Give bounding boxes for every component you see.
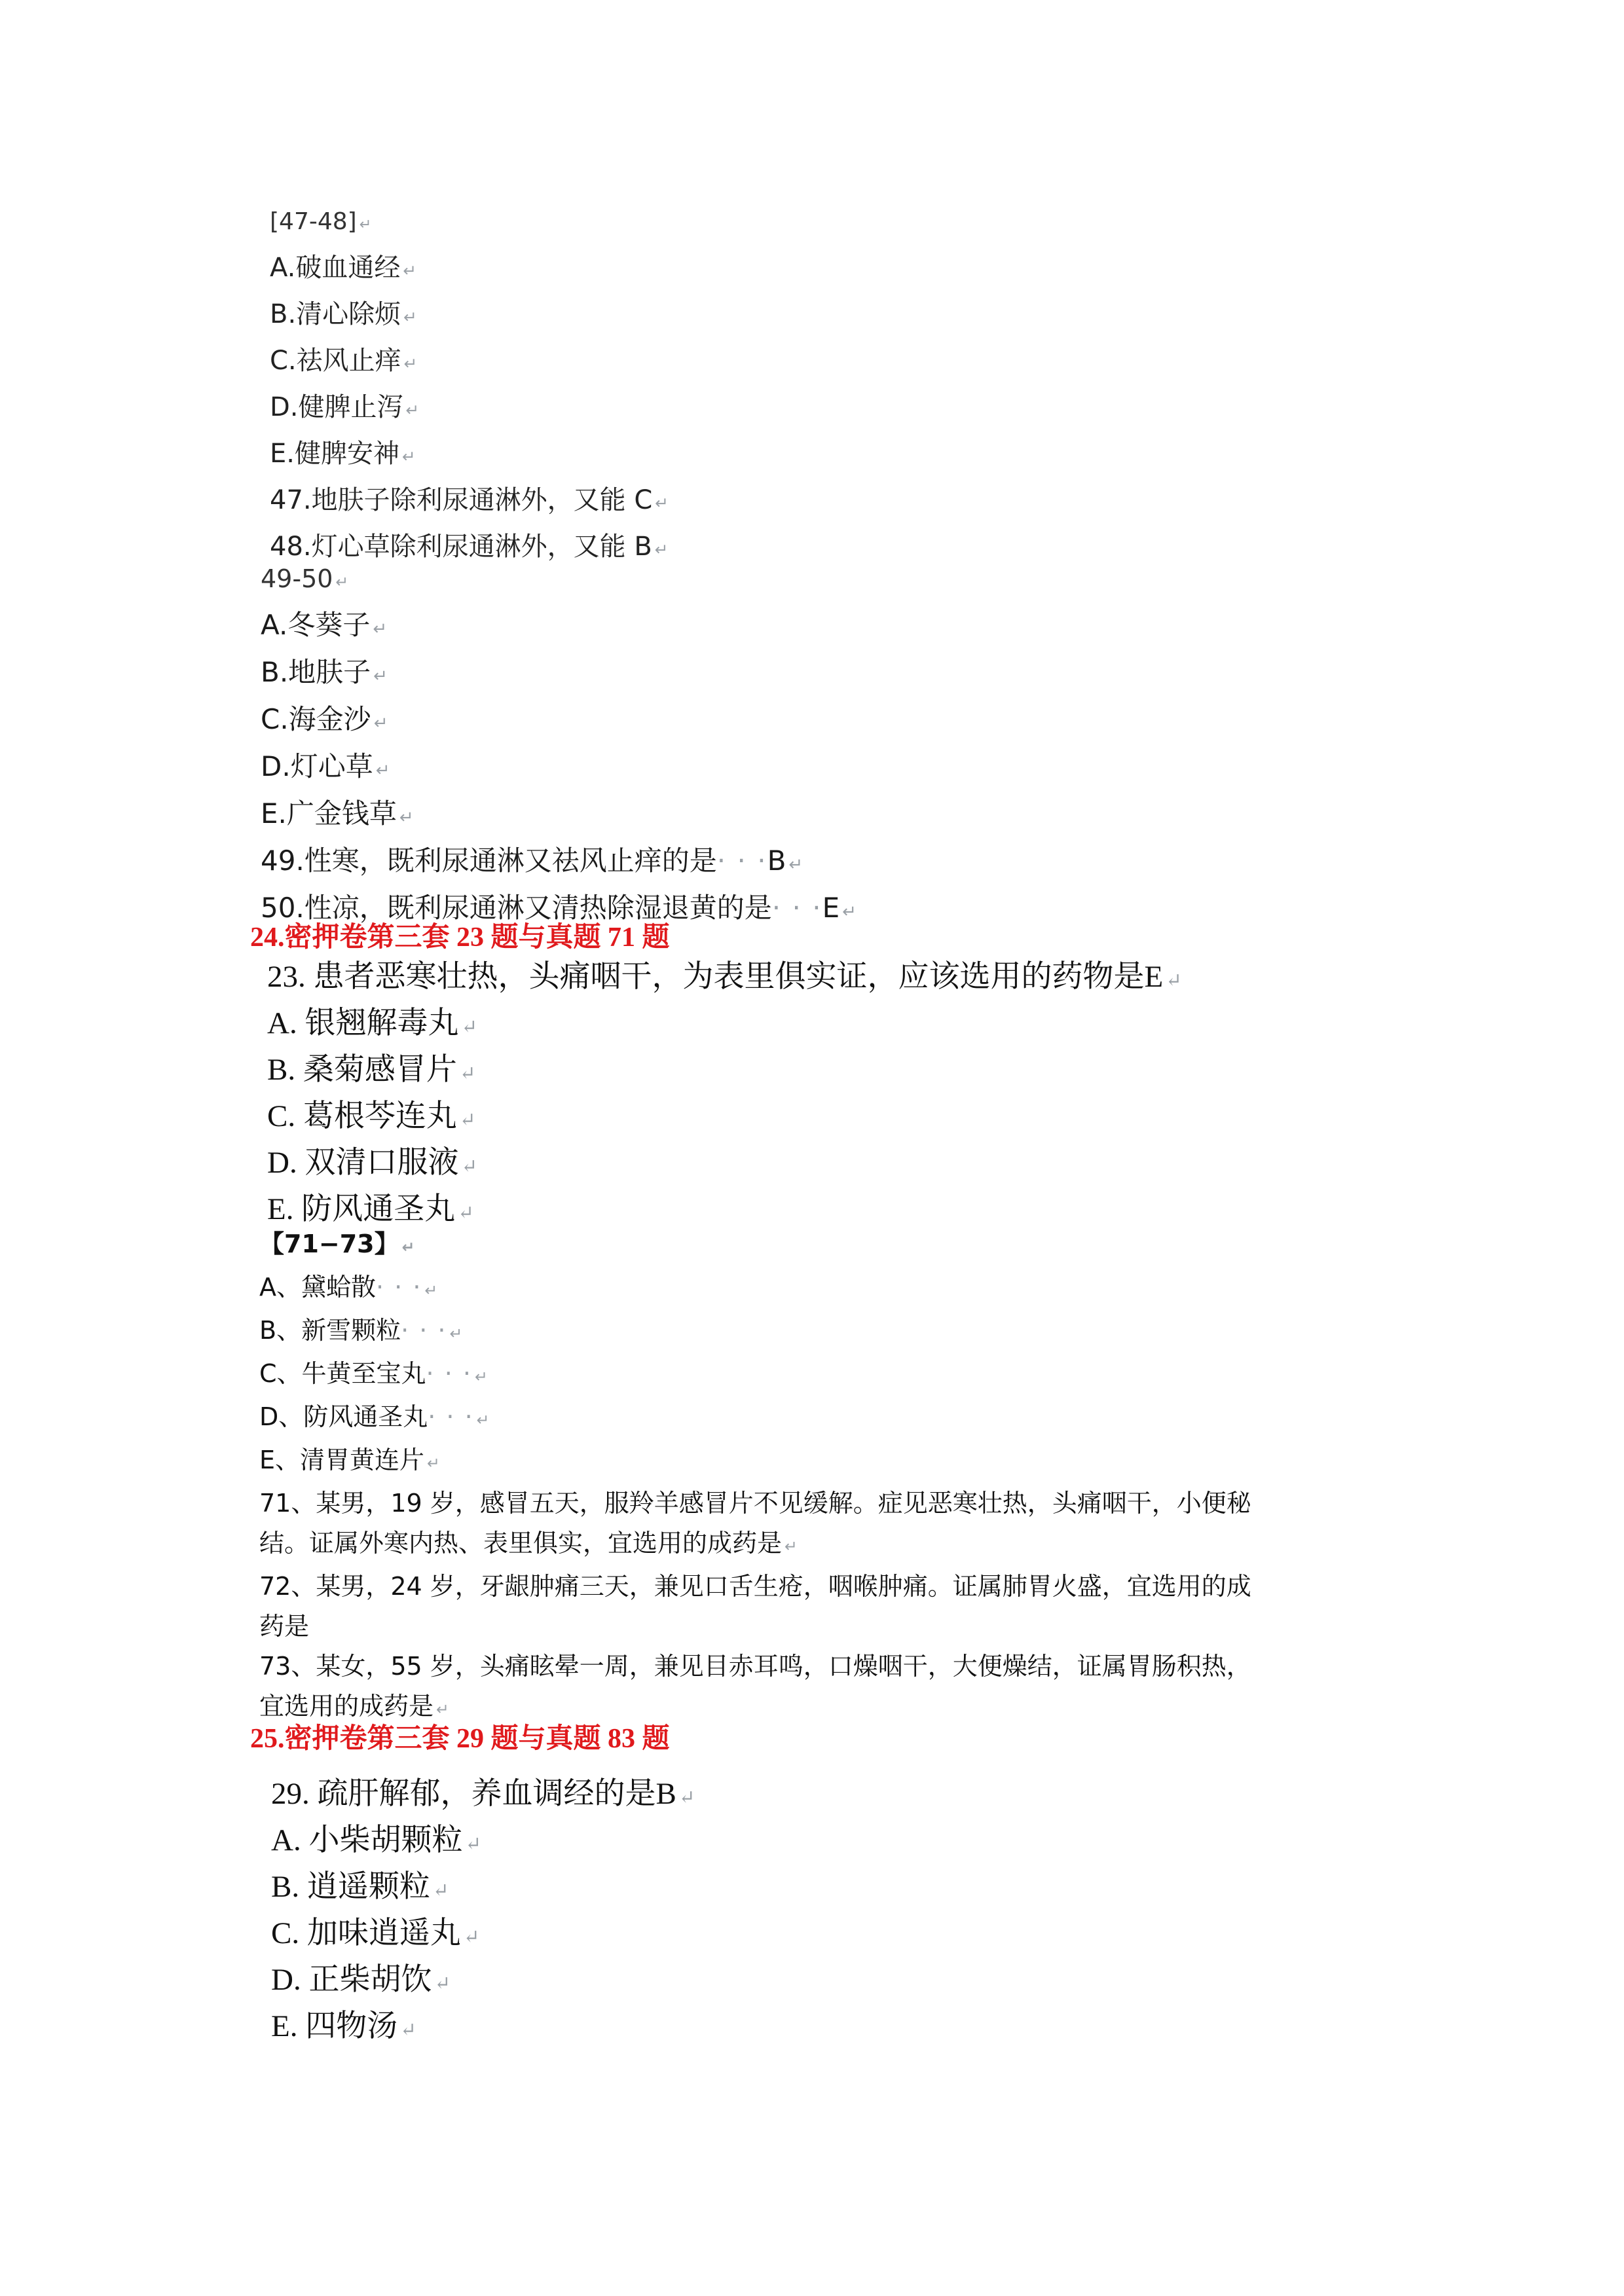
question-47: 47.地肤子除利尿通淋外，又能 C ↵ xyxy=(270,485,669,515)
question-73-line-2: 宜选用的成药是 ↵ xyxy=(259,1692,449,1721)
question-71-line-1: 71、某男，19 岁，感冒五天，服羚羊感冒片不见缓解。症见恶寒壮热，头痛咽干，小便秘 xyxy=(259,1489,1251,1518)
return-mark-icon: ↵ xyxy=(401,1238,415,1256)
return-mark-icon: ↵ xyxy=(373,619,388,639)
return-mark-icon: ↵ xyxy=(476,1411,490,1429)
return-mark-icon: ↵ xyxy=(1166,970,1182,991)
question-72-line-1: 72、某男，24 岁，牙龈肿痛三天，兼见口舌生疮，咽喉肿痛。证属肺胃火盛，宜选用的成 xyxy=(259,1572,1251,1601)
return-mark-icon: ↵ xyxy=(402,447,416,466)
return-mark-icon: ↵ xyxy=(655,494,669,513)
question-72-line-2: 药是 xyxy=(259,1612,310,1641)
section-heading-24: 24.密押卷第三套 23 题与真题 71 题 xyxy=(250,922,670,953)
option-a: A.冬葵子 ↵ xyxy=(261,609,388,641)
return-mark-icon: ↵ xyxy=(427,1454,440,1472)
question-stem: 23. 患者恶寒壮热，头痛咽干，为表里俱实证，应该选用的药物是E ↵ xyxy=(267,960,1182,994)
return-mark-icon: ↵ xyxy=(373,666,388,686)
question-23 xyxy=(267,956,1182,1235)
return-mark-icon: ↵ xyxy=(434,1973,451,1994)
return-mark-icon: ↵ xyxy=(400,2020,416,2041)
option-b: B.地肤子 ↵ xyxy=(261,656,388,688)
return-mark-icon: ↵ xyxy=(399,808,414,828)
question-29 xyxy=(271,1773,695,2052)
option-a: A. 银翘解毒丸 ↵ xyxy=(267,1006,477,1040)
option-b: B. 桑菊感冒片 ↵ xyxy=(267,1053,476,1087)
option-b: B. 逍遥颗粒 ↵ xyxy=(271,1870,449,1904)
option-d: D. 双清口服液 ↵ xyxy=(267,1146,477,1180)
option-e: E. 四物汤 ↵ xyxy=(271,2009,416,2043)
option-a: A. 小柴胡颗粒 ↵ xyxy=(271,1823,481,1857)
return-mark-icon: ↵ xyxy=(459,1110,476,1131)
return-mark-icon: ↵ xyxy=(461,1017,477,1038)
option-c: C、牛黄至宝丸· · · ↵ xyxy=(259,1359,488,1388)
option-e: E. 防风通圣丸 ↵ xyxy=(267,1192,474,1226)
option-a: A、黛蛤散· · · ↵ xyxy=(259,1273,438,1302)
option-c: C. 葛根芩连丸 ↵ xyxy=(267,1099,476,1133)
option-d: D. 正柴胡饮 ↵ xyxy=(271,1963,451,1997)
return-mark-icon: ↵ xyxy=(788,855,803,875)
question-71-line-2: 结。证属外寒内热、表里俱实，宜选用的成药是 ↵ xyxy=(259,1529,798,1558)
option-c: C.祛风止痒 ↵ xyxy=(270,346,418,376)
option-c: C. 加味逍遥丸 ↵ xyxy=(271,1916,480,1950)
answer: B xyxy=(767,845,786,877)
return-mark-icon: ↵ xyxy=(459,1063,476,1084)
option-d: D.灯心草 ↵ xyxy=(261,750,390,782)
option-b: B.清心除烦 ↵ xyxy=(270,299,417,329)
return-mark-icon: ↵ xyxy=(784,1537,798,1556)
question-group-71-73 xyxy=(259,1224,1251,1730)
option-d: D.健脾止泻 ↵ xyxy=(270,392,420,422)
return-mark-icon: ↵ xyxy=(403,261,417,280)
return-mark-icon: ↵ xyxy=(424,1281,438,1300)
return-mark-icon: ↵ xyxy=(458,1203,474,1224)
answer: E xyxy=(822,892,840,924)
group-header: 【71−73】 ↵ xyxy=(259,1230,415,1258)
question-49: 49.性寒，既利尿通淋又祛风止痒的是· · ·B ↵ xyxy=(261,845,803,877)
dot-leader: · · · xyxy=(716,845,767,877)
option-b: B、新雪颗粒· · · ↵ xyxy=(259,1316,463,1345)
dot-leader: · · · xyxy=(426,1359,472,1388)
return-mark-icon: ↵ xyxy=(463,1927,480,1948)
section-heading-25: 25.密押卷第三套 29 题与真题 83 题 xyxy=(250,1724,670,1754)
group-header: 49-50 ↵ xyxy=(261,564,349,593)
return-mark-icon: ↵ xyxy=(335,573,349,591)
dot-leader: · · · xyxy=(771,892,822,924)
option-e: E、清胃黄连片 ↵ xyxy=(259,1446,440,1474)
return-mark-icon: ↵ xyxy=(461,1156,477,1177)
return-mark-icon: ↵ xyxy=(436,1700,449,1719)
question-50: 50.性凉，既利尿通淋又清热除湿退黄的是· · ·E ↵ xyxy=(261,892,857,924)
return-mark-icon: ↵ xyxy=(403,354,418,373)
return-mark-icon: ↵ xyxy=(678,1787,695,1808)
return-mark-icon: ↵ xyxy=(474,1368,488,1386)
question-group-47-48 xyxy=(270,200,669,572)
question-48: 48.灯心草除利尿通淋外，又能 B ↵ xyxy=(270,532,669,562)
dot-leader: · · · xyxy=(428,1402,474,1431)
return-mark-icon: ↵ xyxy=(375,761,390,780)
return-mark-icon: ↵ xyxy=(359,216,372,233)
question-stem: 29. 疏肝解郁，养血调经的是B ↵ xyxy=(271,1777,695,1811)
option-a: A.破血通经 ↵ xyxy=(270,253,417,283)
option-d: D、防风通圣丸· · · ↵ xyxy=(259,1402,490,1431)
dot-leader: · · · xyxy=(401,1316,447,1345)
option-e: E.健脾安神 ↵ xyxy=(270,439,416,469)
group-header: [47-48] ↵ xyxy=(270,208,372,235)
option-e: E.广金钱草 ↵ xyxy=(261,797,414,829)
return-mark-icon: ↵ xyxy=(403,308,417,327)
return-mark-icon: ↵ xyxy=(654,540,669,559)
return-mark-icon: ↵ xyxy=(465,1834,481,1855)
dot-leader: · · · xyxy=(376,1273,422,1302)
return-mark-icon: ↵ xyxy=(373,714,388,733)
option-c: C.海金沙 ↵ xyxy=(261,703,388,735)
return-mark-icon: ↵ xyxy=(432,1880,449,1901)
question-group-49-50 xyxy=(261,558,857,934)
return-mark-icon: ↵ xyxy=(449,1324,463,1343)
return-mark-icon: ↵ xyxy=(842,902,857,922)
question-73-line-1: 73、某女，55 岁，头痛眩晕一周，兼见目赤耳鸣，口燥咽干，大便燥结，证属胃肠积热， xyxy=(259,1652,1251,1681)
return-mark-icon: ↵ xyxy=(405,401,420,420)
